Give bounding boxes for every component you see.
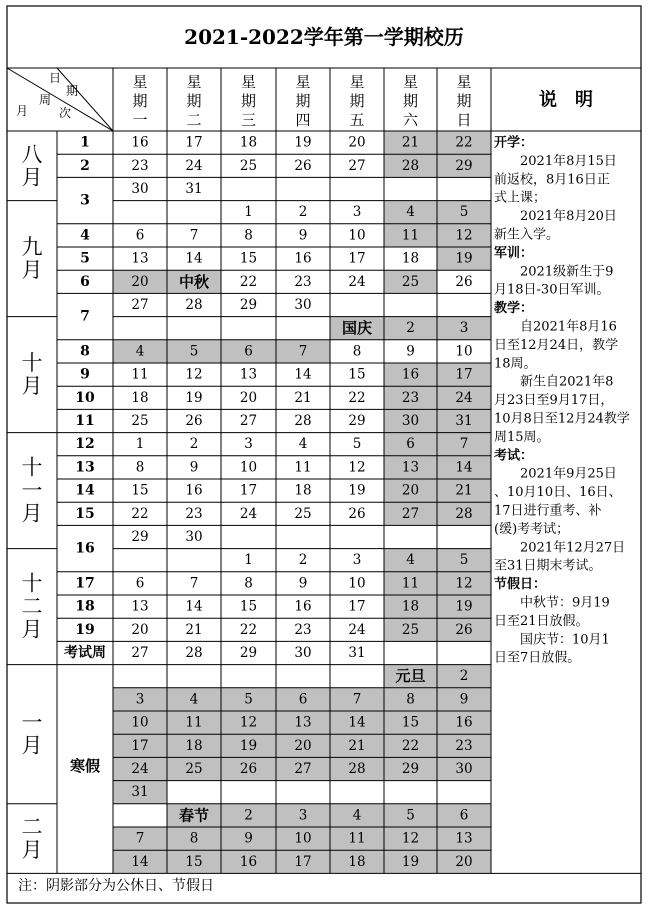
day-number: 13 — [131, 598, 149, 615]
day-number: 23 — [185, 505, 203, 522]
notes-line: 2021年12月27日 — [494, 540, 626, 556]
week-number: 3 — [80, 192, 90, 209]
month-label-char: 月 — [21, 617, 43, 642]
day-number: 23 — [294, 273, 312, 290]
day-number: 31 — [185, 181, 203, 197]
day-number: 23 — [131, 157, 149, 174]
day-number: 30 — [131, 181, 149, 197]
day-number: 18 — [131, 389, 149, 406]
month-label-char: 八 — [21, 142, 43, 167]
day-number: 22 — [239, 621, 258, 638]
day-number: 3 — [459, 320, 469, 337]
day-number: 3 — [352, 204, 362, 221]
day-number: 13 — [401, 459, 420, 476]
day-number: 12 — [455, 575, 473, 592]
day-number: 27 — [239, 413, 258, 429]
notes-heading: 教学： — [494, 301, 534, 317]
day-number: 8 — [189, 830, 199, 847]
day-number: 6 — [298, 691, 308, 708]
winter-break-label: 寒假 — [69, 757, 101, 775]
day-number: 2 — [298, 204, 308, 221]
day-number: 28 — [455, 505, 473, 522]
day-number: 27 — [131, 297, 149, 313]
day-number: 5 — [244, 691, 253, 708]
day-number: 21 — [294, 389, 312, 406]
notes-heading: 考试： — [494, 448, 534, 464]
weekday-header-char: 星 — [349, 73, 365, 91]
day-number: 18 — [294, 482, 312, 499]
day-number: 17 — [239, 482, 258, 499]
day-number: 14 — [348, 714, 366, 731]
day-number: 17 — [294, 853, 312, 870]
day-number: 16 — [455, 714, 473, 731]
day-number: 11 — [294, 459, 312, 476]
corner-label-yue: 月 — [15, 104, 29, 118]
day-number: 5 — [189, 343, 199, 360]
day-number: 11 — [401, 227, 420, 244]
day-number: 27 — [294, 761, 312, 777]
day-number: 10 — [348, 575, 366, 592]
notes-line: 2021年9月25日 — [494, 466, 617, 482]
day-number: 27 — [348, 157, 366, 174]
month-label-char: 十 — [21, 571, 43, 596]
notes-line: 中秋节：9月19 — [494, 595, 610, 611]
day-number: 20 — [401, 482, 420, 499]
day-number: 2 — [298, 552, 308, 569]
day-number: 31 — [455, 413, 473, 429]
day-number: 24 — [185, 157, 203, 174]
day-number: 2 — [189, 436, 199, 453]
day-number: 17 — [185, 134, 203, 151]
day-number: 2 — [406, 320, 415, 337]
day-number: 24 — [131, 761, 149, 777]
corner-label-qi: 期 — [65, 84, 79, 98]
notes-line: 日至21日放假。 — [494, 613, 589, 629]
day-number: 7 — [135, 830, 145, 847]
notes-line: 、10月10日、16日、 — [494, 485, 622, 501]
day-number: 19 — [348, 482, 366, 499]
day-number: 25 — [401, 621, 420, 638]
day-number: 8 — [244, 575, 253, 592]
day-number: 31 — [131, 784, 149, 801]
day-number: 20 — [455, 853, 473, 870]
day-number: 12 — [239, 714, 258, 731]
notes-line: 2021年8月15日 — [494, 153, 617, 169]
notes-line: 10月8日至12月24教学 — [494, 411, 630, 427]
day-number: 27 — [401, 505, 420, 522]
month-label-char: 九 — [21, 235, 43, 260]
day-number: 15 — [239, 598, 258, 615]
notes-line: 至31日期末考试。 — [494, 558, 602, 574]
day-number: 16 — [131, 134, 149, 151]
week-number: 19 — [75, 621, 95, 638]
day-number: 4 — [189, 691, 199, 708]
day-number: 2 — [459, 668, 469, 685]
day-number: 16 — [239, 853, 258, 870]
notes-header: 说 明 — [539, 89, 593, 111]
day-number: 28 — [348, 761, 366, 777]
day-number: 6 — [459, 807, 469, 824]
page-title: 2021-2022学年第一学期校历 — [184, 25, 464, 49]
day-number: 25 — [185, 761, 203, 777]
weekday-header-char: 期 — [456, 92, 472, 110]
day-number: 10 — [348, 227, 366, 244]
day-number: 26 — [185, 413, 203, 429]
day-number: 17 — [455, 366, 473, 383]
day-number: 29 — [131, 529, 149, 545]
day-number: 1 — [244, 204, 253, 221]
day-number: 26 — [294, 157, 312, 174]
day-number: 22 — [131, 505, 149, 522]
day-number: 9 — [189, 459, 199, 476]
day-number: 20 — [131, 621, 149, 638]
notes-line: 2021年8月20日 — [494, 209, 617, 225]
day-number: 11 — [401, 575, 420, 592]
notes-line: 前返校，8月16日正 — [494, 172, 610, 188]
notes-line: 月23日至9月17日， — [494, 393, 614, 409]
notes-line: 自2021年8月16 — [494, 319, 617, 335]
day-number: 15 — [131, 482, 149, 499]
week-number: 12 — [75, 436, 95, 453]
day-number: 23 — [294, 621, 312, 638]
weekday-header-char: 一 — [132, 111, 148, 129]
day-number: 15 — [185, 853, 203, 870]
notes-line: 日至7日放假。 — [494, 650, 581, 666]
day-number: 18 — [185, 737, 203, 754]
day-number: 3 — [244, 436, 253, 453]
day-number: 29 — [239, 645, 258, 661]
day-number: 23 — [455, 737, 473, 754]
day-number: 21 — [185, 621, 203, 638]
day-number: 28 — [185, 297, 203, 313]
day-number: 19 — [294, 134, 312, 151]
day-number: 20 — [131, 273, 149, 290]
month-label-char: 十 — [21, 351, 43, 376]
weekday-header-char: 期 — [402, 92, 419, 110]
notes-heading: 节假日： — [494, 577, 547, 593]
day-number: 9 — [406, 343, 415, 360]
day-number: 14 — [185, 598, 203, 615]
day-number: 8 — [352, 343, 362, 360]
day-number: 21 — [455, 482, 473, 499]
day-number: 11 — [131, 366, 149, 383]
month-label-char: 二 — [21, 815, 43, 840]
week-number: 15 — [75, 505, 95, 522]
day-number: 28 — [401, 157, 420, 174]
day-number: 1 — [135, 436, 145, 453]
day-number: 13 — [131, 250, 149, 267]
day-number: 26 — [348, 505, 366, 522]
weekday-header-char: 星 — [186, 73, 202, 91]
week-number: 8 — [80, 343, 90, 360]
day-number: 6 — [135, 227, 145, 244]
day-number: 22 — [455, 134, 473, 151]
day-number: 11 — [185, 714, 203, 731]
day-number: 14 — [185, 250, 203, 267]
day-number: 19 — [239, 737, 258, 754]
week-number: 1 — [80, 134, 90, 151]
day-number: 10 — [239, 459, 258, 476]
day-number: 4 — [406, 552, 415, 569]
day-number: 4 — [352, 807, 362, 824]
weekday-header-char: 期 — [186, 92, 202, 110]
day-number: 9 — [244, 830, 253, 847]
day-number: 19 — [455, 598, 473, 615]
day-number: 16 — [185, 482, 203, 499]
day-number: 9 — [459, 691, 469, 708]
day-number: 9 — [298, 227, 308, 244]
month-label-char: 二 — [21, 594, 43, 619]
day-number: 30 — [294, 297, 312, 313]
day-number: 13 — [455, 830, 473, 847]
week-number: 13 — [75, 459, 95, 476]
day-number: 23 — [401, 389, 420, 406]
day-number: 26 — [455, 273, 473, 290]
week-number: 11 — [75, 413, 95, 429]
day-number: 2 — [244, 807, 253, 824]
day-number: 10 — [455, 343, 473, 360]
day-number: 27 — [131, 645, 149, 661]
day-number: 30 — [185, 529, 203, 545]
weekday-header-char: 三 — [240, 111, 257, 129]
day-number: 3 — [298, 807, 308, 824]
day-number: 8 — [406, 691, 415, 708]
day-number: 25 — [294, 505, 312, 522]
notes-line: 新生自2021年8 — [494, 374, 614, 390]
day-number: 7 — [189, 227, 199, 244]
day-number: 15 — [348, 366, 366, 383]
day-number: 15 — [239, 250, 258, 267]
day-number: 20 — [348, 134, 366, 151]
week-number: 5 — [80, 250, 90, 267]
notes-line: 2021级新生于9 — [494, 264, 614, 280]
day-number: 25 — [131, 413, 149, 429]
week-number: 6 — [80, 273, 90, 290]
day-number: 16 — [401, 366, 420, 383]
day-number: 4 — [135, 343, 145, 360]
day-number: 3 — [352, 552, 362, 569]
day-number: 5 — [459, 552, 469, 569]
holiday-label: 国庆 — [341, 319, 373, 338]
day-number: 12 — [401, 830, 420, 847]
day-number: 17 — [131, 737, 149, 754]
day-number: 7 — [459, 436, 469, 453]
day-number: 30 — [401, 413, 420, 429]
day-number: 30 — [294, 645, 312, 661]
notes-line: 17日进行重考、补 — [494, 503, 602, 519]
day-number: 22 — [401, 737, 420, 754]
weekday-header-char: 四 — [295, 111, 311, 129]
day-number: 10 — [131, 714, 149, 731]
day-number: 6 — [135, 575, 145, 592]
week-number: 10 — [75, 389, 95, 406]
day-number: 5 — [406, 807, 415, 824]
day-number: 24 — [239, 505, 258, 522]
day-number: 16 — [294, 598, 312, 615]
day-number: 7 — [298, 343, 308, 360]
day-number: 12 — [185, 366, 203, 383]
day-number: 8 — [135, 459, 145, 476]
day-number: 30 — [455, 761, 473, 777]
day-number: 7 — [189, 575, 199, 592]
day-number: 22 — [348, 389, 366, 406]
day-number: 31 — [348, 645, 366, 661]
week-number: 14 — [75, 482, 95, 499]
day-number: 25 — [401, 273, 420, 290]
day-number: 18 — [401, 598, 420, 615]
holiday-label: 春节 — [178, 806, 210, 825]
month-label-char: 一 — [21, 478, 43, 503]
week-number: 考试周 — [64, 645, 106, 661]
week-number: 16 — [75, 540, 95, 557]
week-number: 17 — [75, 575, 95, 592]
day-number: 6 — [244, 343, 253, 360]
day-number: 26 — [455, 621, 473, 638]
day-number: 10 — [294, 830, 312, 847]
day-number: 26 — [239, 761, 258, 777]
holiday-label: 元旦 — [395, 667, 426, 686]
day-number: 5 — [459, 204, 469, 221]
day-number: 3 — [135, 691, 145, 708]
day-number: 19 — [401, 853, 420, 870]
day-number: 7 — [352, 691, 362, 708]
day-number: 18 — [401, 250, 420, 267]
day-number: 14 — [131, 853, 149, 870]
day-number: 28 — [294, 413, 312, 429]
day-number: 29 — [348, 413, 366, 429]
day-number: 21 — [401, 134, 420, 151]
notes-line: 式上课； — [494, 190, 547, 206]
notes-line: 月18日-30日军训。 — [494, 282, 610, 298]
weekday-header-char: 日 — [456, 111, 472, 129]
day-number: 24 — [455, 389, 473, 406]
day-number: 5 — [352, 436, 362, 453]
day-number: 19 — [185, 389, 203, 406]
month-label-char: 十 — [21, 455, 43, 480]
day-number: 21 — [348, 737, 366, 754]
month-label-char: 月 — [21, 838, 43, 863]
weekday-header-char: 六 — [402, 111, 419, 129]
day-number: 11 — [348, 830, 366, 847]
day-number: 22 — [239, 273, 258, 290]
day-number: 24 — [348, 621, 366, 638]
footnote: 注：阴影部分为公休日、节假日 — [18, 878, 214, 894]
day-number: 6 — [406, 436, 415, 453]
day-number: 29 — [401, 761, 420, 777]
notes-heading: 开学： — [494, 135, 534, 151]
corner-label-zhou: 周 — [38, 93, 52, 107]
day-number: 14 — [455, 459, 473, 476]
week-number: 9 — [80, 366, 90, 383]
day-number: 15 — [401, 714, 420, 731]
notes-heading: 军训： — [494, 245, 534, 261]
day-number: 18 — [348, 853, 366, 870]
day-number: 13 — [294, 714, 312, 731]
day-number: 20 — [239, 389, 258, 406]
day-number: 18 — [239, 134, 258, 151]
month-label-char: 月 — [21, 374, 43, 399]
weekday-header-char: 期 — [240, 92, 257, 110]
day-number: 17 — [348, 598, 366, 615]
day-number: 28 — [185, 645, 203, 661]
day-number: 13 — [239, 366, 258, 383]
month-label-char: 月 — [21, 165, 43, 190]
month-label-char: 月 — [21, 501, 43, 526]
weekday-header-char: 五 — [349, 111, 365, 129]
day-number: 12 — [455, 227, 473, 244]
notes-line: 周15周。 — [494, 429, 550, 445]
day-number: 4 — [298, 436, 308, 453]
notes-line: 新生入学。 — [494, 227, 560, 243]
month-label-char: 一 — [21, 710, 43, 735]
day-number: 16 — [294, 250, 312, 267]
weekday-header-char: 期 — [295, 92, 311, 110]
weekday-header-char: 期 — [132, 92, 148, 110]
month-label-char: 月 — [21, 258, 43, 283]
day-number: 9 — [298, 575, 308, 592]
corner-diagonal — [57, 68, 113, 131]
day-number: 1 — [244, 552, 253, 569]
week-number: 2 — [80, 157, 90, 174]
week-number: 18 — [75, 598, 95, 615]
week-number: 7 — [80, 308, 90, 325]
holiday-label: 中秋 — [178, 272, 210, 291]
day-number: 29 — [455, 157, 473, 174]
week-number: 4 — [80, 227, 90, 244]
notes-line: 国庆节：10月1 — [494, 632, 610, 648]
weekday-header-char: 星 — [240, 73, 257, 91]
day-number: 20 — [294, 737, 312, 754]
day-number: 29 — [239, 297, 258, 313]
notes-line: (缓)考考试； — [494, 521, 570, 537]
day-number: 25 — [239, 157, 258, 174]
weekday-header-char: 星 — [132, 73, 148, 91]
weekday-header-char: 期 — [349, 92, 365, 110]
day-number: 17 — [348, 250, 366, 267]
day-number: 12 — [348, 459, 366, 476]
corner-label-ci: 次 — [58, 106, 72, 120]
day-number: 14 — [294, 366, 312, 383]
day-number: 19 — [455, 250, 473, 267]
weekday-header-char: 星 — [402, 73, 419, 91]
day-number: 24 — [348, 273, 366, 290]
notes-line: 18周。 — [494, 356, 537, 372]
weekday-header-char: 星 — [456, 73, 472, 91]
day-number: 8 — [244, 227, 253, 244]
weekday-header-char: 星 — [295, 73, 311, 91]
month-label-char: 月 — [21, 733, 43, 758]
weekday-header-char: 二 — [186, 111, 202, 129]
corner-label-ri: 日 — [48, 71, 62, 85]
day-number: 4 — [406, 204, 415, 221]
notes-line: 日至12月24日，教学 — [494, 337, 619, 353]
